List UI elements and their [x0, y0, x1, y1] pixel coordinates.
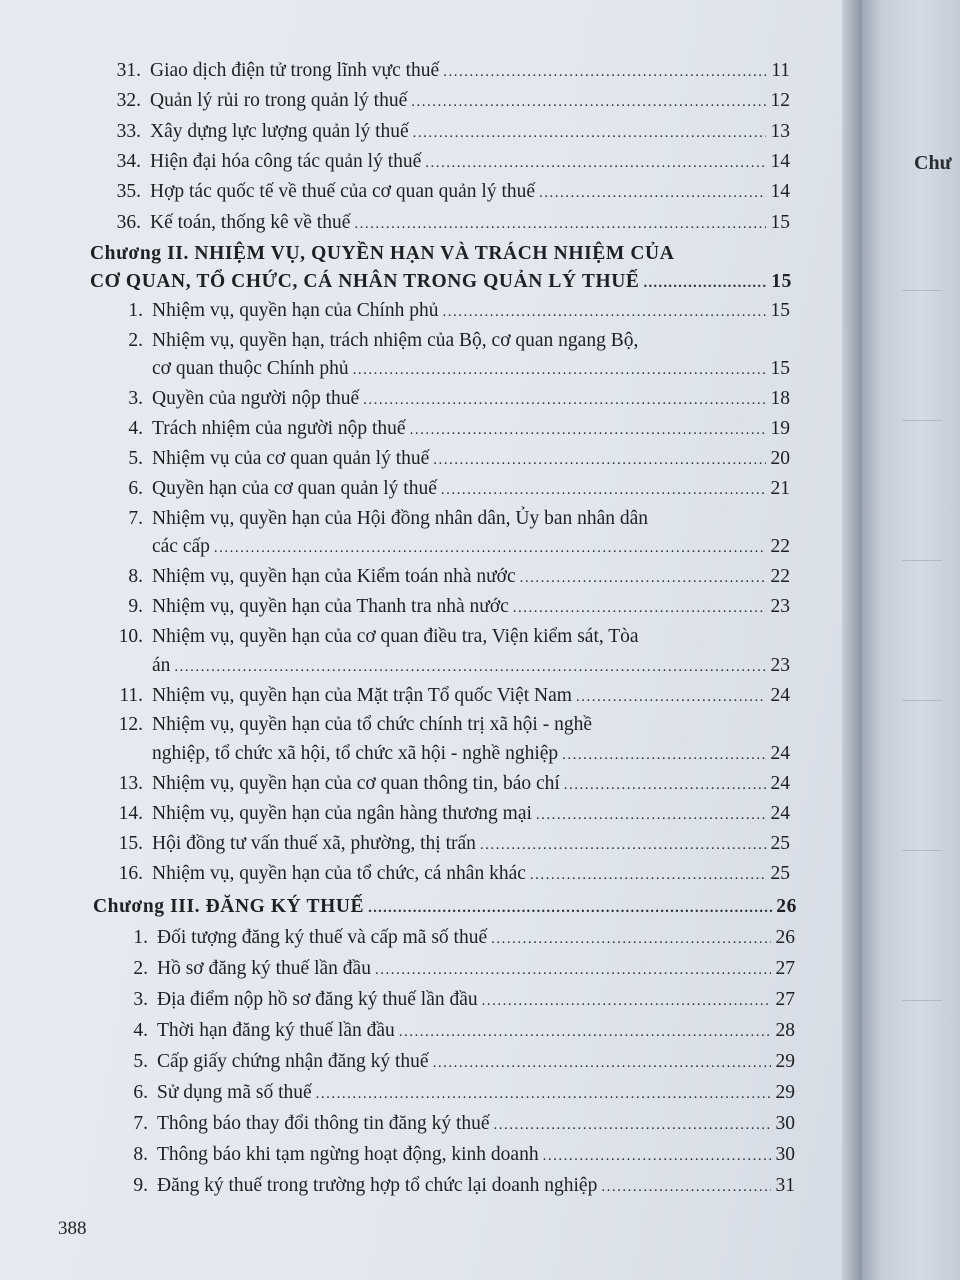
entry-number: 1. [128, 300, 143, 321]
entry-page-number: 12 [770, 90, 790, 112]
dot-leader [539, 180, 766, 206]
entry-title-continued: cơ quan thuộc Chính phủ [152, 358, 349, 380]
toc-entry [110, 328, 790, 354]
entry-page-number: 15 [770, 358, 790, 380]
dot-leader [536, 802, 766, 828]
entry-title: Nhiệm vụ, quyền hạn của cơ quan điều tra, Viện kiểm sát, Tòa [152, 626, 639, 648]
chapter-heading: Chương II. NHIỆM VỤ, QUYỀN HẠN VÀ TRÁCH NHIỆM CỦA [90, 243, 675, 264]
entry-page-number: 13 [770, 120, 790, 142]
toc-entry [115, 956, 795, 983]
entry-page-number: 30 [775, 1113, 795, 1134]
entry-number: 36. [116, 211, 141, 233]
entry-page-number: 25 [770, 862, 790, 884]
toc-entry [110, 831, 790, 858]
dot-leader [433, 447, 766, 473]
entry-title: Đối tượng đăng ký thuế và cấp mã số thuế [157, 927, 488, 948]
entry-title: Nhiệm vụ, quyền hạn của tổ chức, cá nhân khác [152, 862, 526, 884]
entry-title-continued: án [152, 654, 171, 676]
dot-leader [520, 565, 766, 591]
entry-page-number: 30 [775, 1144, 795, 1165]
toc-entry [115, 1173, 795, 1200]
entry-page-number: 11 [771, 60, 790, 81]
toc-entry-continuation [152, 356, 790, 383]
dot-leader [576, 684, 766, 710]
entry-page-number: 23 [770, 596, 790, 618]
toc-entry [108, 179, 790, 206]
toc-entry [115, 987, 795, 1014]
entry-title: Nhiệm vụ, quyền hạn của Mặt trận Tổ quốc Việt Nam [152, 684, 572, 706]
entry-number: 7. [128, 507, 143, 529]
entry-title: Hồ sơ đăng ký thuế lần đầu [157, 958, 371, 979]
dot-leader [363, 387, 766, 413]
dot-leader [543, 1143, 771, 1169]
dot-leader [443, 299, 767, 325]
entry-title: Thông báo thay đổi thông tin đăng ký thuế [157, 1113, 490, 1134]
entry-number: 14. [118, 802, 143, 824]
toc-entry [115, 1018, 795, 1045]
entry-title: Địa điểm nộp hồ sơ đăng ký thuế lần đầu [157, 989, 478, 1010]
dot-leader [399, 1019, 771, 1045]
entry-page-number: 24 [770, 742, 790, 764]
toc-entry [108, 88, 790, 115]
entry-page-number: 21 [770, 478, 790, 499]
entry-number: 6. [128, 478, 143, 499]
toc-entry [110, 594, 790, 621]
entry-title: Sử dụng mã số thuế [157, 1082, 312, 1103]
entry-page-number: 23 [770, 654, 790, 676]
entry-page-number: 29 [775, 1082, 795, 1103]
entry-number: 5. [133, 1051, 148, 1072]
entry-number: 12. [118, 714, 143, 736]
toc-entry [110, 506, 790, 532]
dot-leader [443, 59, 766, 85]
entry-number: 1. [133, 927, 148, 948]
entry-number: 6. [133, 1082, 148, 1103]
entry-number: 9. [133, 1175, 148, 1196]
dot-leader [368, 895, 773, 921]
chapter-heading [93, 894, 797, 921]
entry-number: 3. [133, 989, 148, 1010]
toc-entry [110, 386, 790, 413]
entry-title: Nhiệm vụ, quyền hạn của Chính phủ [152, 300, 439, 321]
chapter-heading-line [90, 269, 792, 296]
entry-page-number: 24 [770, 684, 790, 706]
entry-page-number: 20 [770, 448, 790, 470]
entry-title: Nhiệm vụ, quyền hạn của Thanh tra nhà nước [152, 596, 509, 618]
chapter-page-number: 15 [771, 271, 792, 292]
entry-title: Hợp tác quốc tế về thuế của cơ quan quản lý thuế [150, 181, 536, 203]
entry-page-number: 24 [770, 772, 790, 794]
entry-number: 8. [133, 1144, 148, 1165]
entry-title: Hội đồng tư vấn thuế xã, phường, thị trấn [152, 832, 476, 854]
toc-entry [110, 564, 790, 591]
toc-entry-continuation [152, 534, 790, 561]
entry-number: 33. [116, 120, 141, 142]
chapter-heading-text: CƠ QUAN, TỔ CHỨC, CÁ NHÂN TRONG QUẢN LÝ THUẾ [90, 271, 640, 292]
dot-leader [425, 150, 766, 176]
dot-leader [316, 1081, 771, 1107]
entry-title: Quản lý rủi ro trong quản lý thuế [150, 90, 408, 112]
entry-title: Xây dựng lực lượng quản lý thuế [150, 120, 409, 142]
toc-entry [108, 58, 790, 85]
entry-page-number: 22 [770, 566, 790, 588]
entry-page-number: 18 [770, 388, 790, 410]
entry-page-number: 31 [775, 1175, 795, 1196]
entry-title: Thời hạn đăng ký thuế lần đầu [157, 1020, 395, 1041]
entry-page-number: 26 [775, 927, 795, 948]
entry-page-number: 14 [770, 181, 790, 203]
entry-page-number: 28 [775, 1020, 795, 1041]
dot-leader [354, 211, 766, 237]
toc-entry [110, 624, 790, 650]
toc-entry [110, 861, 790, 888]
toc-entry [110, 771, 790, 798]
dot-leader [433, 1050, 771, 1076]
toc-entry [110, 476, 790, 503]
entry-number: 4. [133, 1020, 148, 1041]
entry-title: Kế toán, thống kê về thuế [150, 211, 351, 233]
entry-page-number: 15 [770, 211, 790, 233]
entry-number: 16. [118, 862, 143, 884]
entry-number: 5. [128, 448, 143, 470]
chapter-page-number: 26 [776, 896, 797, 917]
dot-leader [513, 595, 766, 621]
entry-number: 13. [118, 772, 143, 794]
adjacent-page-fragment: Chư [914, 152, 952, 174]
toc-entry [115, 1080, 795, 1107]
dot-leader [214, 535, 766, 561]
entry-title: Nhiệm vụ, quyền hạn, trách nhiệm của Bộ, cơ quan ngang Bộ, [152, 329, 639, 351]
dot-leader [480, 832, 766, 858]
entry-number: 7. [133, 1113, 148, 1134]
entry-number: 4. [128, 418, 143, 440]
entry-page-number: 25 [770, 832, 790, 854]
entry-number: 2. [128, 329, 143, 351]
toc-entry [108, 210, 790, 237]
entry-number: 11. [119, 684, 143, 706]
entry-page-number: 27 [775, 958, 795, 979]
toc-entry-continuation [152, 741, 790, 768]
dot-leader [601, 1174, 771, 1200]
dot-leader [441, 477, 766, 503]
dot-leader [494, 1112, 771, 1138]
entry-page-number: 19 [770, 418, 790, 440]
entry-title: Nhiệm vụ, quyền hạn của ngân hàng thương mại [152, 802, 532, 824]
entry-page-number: 29 [775, 1051, 795, 1072]
entry-title: Nhiệm vụ, quyền hạn của Hội đồng nhân dân, Ủy ban nhân dân [152, 507, 649, 529]
entry-title: Giao dịch điện tử trong lĩnh vực thuế [150, 60, 440, 81]
entry-title: Nhiệm vụ, quyền hạn của cơ quan thông tin, báo chí [152, 772, 560, 794]
toc-entry [115, 1142, 795, 1169]
dot-leader [562, 742, 766, 768]
entry-title-continued: các cấp [152, 536, 210, 558]
entry-title: Trách nhiệm của người nộp thuế [152, 418, 406, 440]
entry-number: 2. [133, 958, 148, 979]
dot-leader [564, 772, 766, 798]
toc-entry [115, 1111, 795, 1138]
entry-number: 9. [128, 596, 143, 618]
toc-entry [110, 712, 790, 738]
entry-title: Nhiệm vụ, quyền hạn của Kiểm toán nhà nước [152, 566, 516, 588]
entry-title-continued: nghiệp, tổ chức xã hội, tổ chức xã hội - nghề nghiệp [152, 742, 559, 764]
entry-number: 32. [116, 90, 141, 112]
entry-title: Đăng ký thuế trong trường hợp tổ chức lại doanh nghiệp [157, 1175, 598, 1196]
adjacent-page [862, 0, 960, 1280]
toc-entry [110, 416, 790, 443]
dot-leader [530, 862, 766, 888]
dot-leader [353, 357, 766, 383]
toc-entry [110, 683, 790, 710]
toc-entry [115, 1049, 795, 1076]
entry-page-number: 14 [770, 150, 790, 172]
entry-title: Quyền hạn của cơ quan quản lý thuế [152, 478, 437, 499]
toc-entry [110, 298, 790, 325]
entry-page-number: 15 [770, 300, 790, 321]
dot-leader [482, 988, 771, 1014]
toc-entry-continuation [152, 653, 790, 680]
toc-entry [108, 119, 790, 146]
entry-number: 15. [118, 832, 143, 854]
toc-entry [115, 925, 795, 952]
dot-leader [174, 654, 766, 680]
toc-entry [110, 801, 790, 828]
dot-leader [491, 926, 771, 952]
entry-title: Hiện đại hóa công tác quản lý thuế [150, 150, 422, 172]
dot-leader [411, 89, 766, 115]
dot-leader [644, 270, 768, 296]
toc-entry [108, 149, 790, 176]
toc-entry [110, 446, 790, 473]
entry-page-number: 24 [770, 802, 790, 824]
entry-number: 34. [116, 150, 141, 172]
entry-number: 8. [128, 566, 143, 588]
entry-page-number: 22 [770, 536, 790, 558]
entry-number: 3. [128, 388, 143, 410]
entry-number: 31. [116, 60, 141, 81]
dot-leader [410, 417, 766, 443]
entry-number: 10. [118, 626, 143, 648]
entry-number: 35. [116, 181, 141, 203]
dot-leader [375, 957, 771, 983]
entry-title: Nhiệm vụ của cơ quan quản lý thuế [152, 448, 430, 470]
entry-title: Thông báo khi tạm ngừng hoạt động, kinh doanh [157, 1144, 539, 1165]
entry-title: Nhiệm vụ, quyền hạn của tổ chức chính trị xã hội - nghề [152, 714, 592, 736]
entry-title: Cấp giấy chứng nhận đăng ký thuế [157, 1051, 429, 1072]
entry-title: Quyền của người nộp thuế [152, 388, 360, 410]
chapter-heading-text: Chương III. ĐĂNG KÝ THUẾ [93, 896, 365, 917]
page-number: 388 [58, 1218, 87, 1239]
book-gutter [842, 0, 862, 1280]
dot-leader [413, 120, 766, 146]
entry-page-number: 27 [775, 989, 795, 1010]
